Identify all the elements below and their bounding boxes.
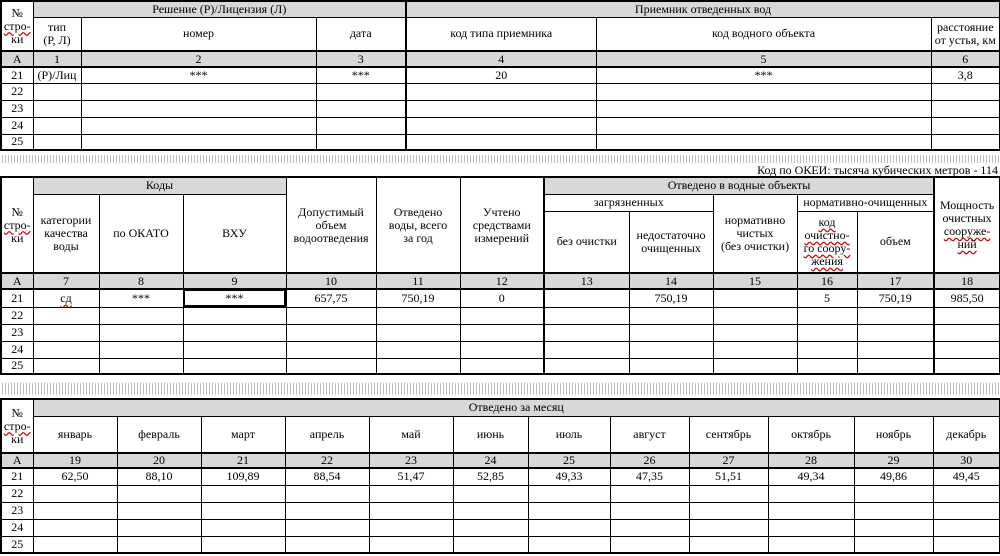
- col-num-cell: 7: [33, 273, 99, 289]
- data-cell[interactable]: [797, 341, 857, 358]
- sheet-separator: [0, 155, 1000, 163]
- data-cell[interactable]: [376, 307, 460, 324]
- data-cell[interactable]: [713, 324, 797, 341]
- col-num-cell: А: [1, 51, 33, 67]
- data-cell[interactable]: [33, 324, 99, 341]
- data-cell[interactable]: 750,19: [857, 289, 934, 307]
- table-monthly: [0, 398, 1000, 554]
- table-row: [1, 324, 1000, 341]
- group-decision-header: Решение (Р)/Лицензия (Л): [33, 1, 406, 17]
- data-cell[interactable]: [369, 485, 453, 502]
- data-cell[interactable]: [286, 341, 376, 358]
- data-cell[interactable]: [33, 307, 99, 324]
- data-cell[interactable]: [768, 485, 854, 502]
- col-num-cell: 8: [99, 273, 183, 289]
- row-number-cell: 23: [1, 324, 33, 341]
- data-cell[interactable]: [689, 536, 768, 553]
- data-cell[interactable]: [117, 485, 201, 502]
- data-cell[interactable]: [689, 502, 768, 519]
- col-num-cell: 3: [316, 51, 406, 67]
- month-header-9: сентябрь: [689, 416, 768, 453]
- table-row: [1, 134, 1000, 150]
- col-num-cell: 9: [183, 273, 286, 289]
- data-cell[interactable]: [931, 117, 1000, 134]
- table-row: [1, 117, 1000, 134]
- data-cell[interactable]: 0: [460, 289, 544, 307]
- data-cell[interactable]: [33, 134, 81, 150]
- data-cell[interactable]: [596, 100, 931, 117]
- data-cell[interactable]: [316, 83, 406, 100]
- col-type-header: тип (Р, Л): [33, 17, 81, 51]
- data-cell[interactable]: [285, 519, 369, 536]
- data-cell[interactable]: [286, 324, 376, 341]
- data-cell[interactable]: [713, 358, 797, 374]
- data-cell[interactable]: [99, 341, 183, 358]
- data-cell[interactable]: [934, 324, 1000, 341]
- data-cell[interactable]: [934, 307, 1000, 324]
- data-cell[interactable]: [857, 307, 934, 324]
- data-cell[interactable]: 5: [797, 289, 857, 307]
- data-cell[interactable]: [201, 485, 285, 502]
- data-cell[interactable]: [528, 502, 610, 519]
- data-cell[interactable]: [81, 134, 316, 150]
- data-cell[interactable]: [460, 358, 544, 374]
- data-cell[interactable]: [854, 519, 933, 536]
- col-num-cell: 10: [286, 273, 376, 289]
- data-cell[interactable]: 51,47: [369, 468, 453, 485]
- month-header-3: март: [201, 416, 285, 453]
- data-cell[interactable]: [286, 307, 376, 324]
- col-num-cell: 27: [689, 453, 768, 468]
- col-measured-header: Учтено средствами измерений: [460, 177, 544, 273]
- col-volume-header: объем: [857, 211, 934, 273]
- data-cell[interactable]: [528, 519, 610, 536]
- col-num-cell: 2: [81, 51, 316, 67]
- table-row: [1, 468, 1000, 485]
- sub-polluted-header: загрязненных: [544, 194, 713, 211]
- data-cell[interactable]: [316, 134, 406, 150]
- data-cell[interactable]: [857, 341, 934, 358]
- table-discharge: [0, 176, 1000, 375]
- data-cell[interactable]: 51,51: [689, 468, 768, 485]
- col-num-cell: 13: [544, 273, 629, 289]
- data-cell[interactable]: [99, 358, 183, 374]
- data-cell[interactable]: [285, 485, 369, 502]
- data-cell[interactable]: [183, 358, 286, 374]
- data-cell[interactable]: [544, 324, 629, 341]
- data-cell[interactable]: [285, 502, 369, 519]
- data-cell[interactable]: ***: [316, 67, 406, 83]
- col-water-object-header: код водного объекта: [596, 17, 931, 51]
- row-number-cell: 25: [1, 134, 33, 150]
- col-num-cell: 23: [369, 453, 453, 468]
- data-cell[interactable]: [33, 100, 81, 117]
- data-cell[interactable]: ***: [99, 289, 183, 307]
- data-cell[interactable]: [544, 289, 629, 307]
- data-cell[interactable]: [81, 100, 316, 117]
- col-num-cell: А: [1, 273, 33, 289]
- data-cell[interactable]: ***: [596, 67, 931, 83]
- table-row: [1, 502, 1000, 519]
- data-cell[interactable]: [931, 134, 1000, 150]
- data-cell[interactable]: [453, 519, 528, 536]
- data-cell[interactable]: [610, 485, 689, 502]
- data-cell[interactable]: [33, 83, 81, 100]
- col-okato-header: по ОКАТО: [99, 194, 183, 273]
- col-insufficient-header: недостаточно очищенных: [629, 211, 713, 273]
- data-cell[interactable]: [689, 519, 768, 536]
- col-num-cell: 15: [713, 273, 797, 289]
- data-cell[interactable]: [33, 536, 117, 553]
- table-row: [1, 100, 1000, 117]
- row-number-header: № стро- ки: [1, 399, 33, 453]
- data-cell[interactable]: 52,85: [453, 468, 528, 485]
- data-cell[interactable]: 3,8: [931, 67, 1000, 83]
- month-header-8: август: [610, 416, 689, 453]
- data-cell[interactable]: [768, 519, 854, 536]
- col-num-cell: 21: [201, 453, 285, 468]
- table-row: [1, 536, 1000, 553]
- col-num-cell: 20: [117, 453, 201, 468]
- data-cell[interactable]: [183, 324, 286, 341]
- data-cell[interactable]: [406, 134, 596, 150]
- data-cell[interactable]: [713, 307, 797, 324]
- data-cell[interactable]: 49,86: [854, 468, 933, 485]
- col-num-cell: 11: [376, 273, 460, 289]
- row-number-header: № стро- ки: [1, 177, 33, 273]
- data-cell[interactable]: [934, 358, 1000, 374]
- data-cell[interactable]: [33, 485, 117, 502]
- data-cell[interactable]: [460, 324, 544, 341]
- data-cell[interactable]: [934, 341, 1000, 358]
- row-number-cell: 23: [1, 100, 33, 117]
- data-cell[interactable]: 985,50: [934, 289, 1000, 307]
- data-cell[interactable]: [99, 307, 183, 324]
- data-cell[interactable]: [286, 358, 376, 374]
- col-num-cell: 26: [610, 453, 689, 468]
- data-cell[interactable]: 20: [406, 67, 596, 83]
- row-number-cell: 24: [1, 117, 33, 134]
- sub-normative-header: нормативно-очищенных: [797, 194, 934, 211]
- month-header-10: октябрь: [768, 416, 854, 453]
- table-row: [1, 67, 1000, 83]
- data-cell[interactable]: [453, 485, 528, 502]
- data-cell[interactable]: [854, 536, 933, 553]
- col-number-header: номер: [81, 17, 316, 51]
- row-number-cell: 21: [1, 289, 33, 307]
- data-cell[interactable]: [610, 536, 689, 553]
- data-cell[interactable]: 750,19: [376, 289, 460, 307]
- table-row: [1, 358, 1000, 374]
- col-code-facility-header: код очистно- го соору- жения: [797, 211, 857, 273]
- row-number-cell: 25: [1, 358, 33, 374]
- data-cell[interactable]: [33, 358, 99, 374]
- data-cell[interactable]: [376, 324, 460, 341]
- data-cell[interactable]: [406, 100, 596, 117]
- data-cell[interactable]: [857, 324, 934, 341]
- col-num-cell: 1: [33, 51, 81, 67]
- col-num-cell: 25: [528, 453, 610, 468]
- month-header-4: апрель: [285, 416, 369, 453]
- month-header-11: ноябрь: [854, 416, 933, 453]
- data-cell[interactable]: [183, 307, 286, 324]
- row-number-cell: 22: [1, 83, 33, 100]
- data-cell[interactable]: сд: [33, 289, 99, 307]
- col-vhu-header: ВХУ: [183, 194, 286, 273]
- sheet-separator: [0, 383, 1000, 395]
- col-num-cell: 14: [629, 273, 713, 289]
- col-num-cell: 30: [933, 453, 1000, 468]
- data-cell[interactable]: [369, 536, 453, 553]
- data-cell[interactable]: [316, 117, 406, 134]
- col-num-cell: 24: [453, 453, 528, 468]
- data-cell[interactable]: [33, 117, 81, 134]
- row-number-cell: 24: [1, 341, 33, 358]
- data-cell[interactable]: [629, 307, 713, 324]
- data-cell[interactable]: [931, 100, 1000, 117]
- month-header-12: декабрь: [933, 416, 1000, 453]
- col-receiver-type-header: код типа приемника: [406, 17, 596, 51]
- row-number-cell: 25: [1, 536, 33, 553]
- data-cell[interactable]: [99, 324, 183, 341]
- data-cell[interactable]: [460, 341, 544, 358]
- data-cell[interactable]: [528, 485, 610, 502]
- data-cell[interactable]: [406, 117, 596, 134]
- data-cell[interactable]: [183, 341, 286, 358]
- group-receiver-header: Приемник отведенных вод: [406, 1, 1000, 17]
- data-cell[interactable]: ***: [183, 289, 286, 307]
- data-cell[interactable]: [369, 519, 453, 536]
- data-cell[interactable]: [201, 502, 285, 519]
- data-cell[interactable]: 750,19: [629, 289, 713, 307]
- col-num-cell: 29: [854, 453, 933, 468]
- month-header-5: май: [369, 416, 453, 453]
- data-cell[interactable]: [460, 307, 544, 324]
- data-cell[interactable]: [117, 502, 201, 519]
- data-cell[interactable]: [629, 324, 713, 341]
- month-header-7: июль: [528, 416, 610, 453]
- data-cell[interactable]: [797, 307, 857, 324]
- data-cell[interactable]: ***: [81, 67, 316, 83]
- col-num-cell: 6: [931, 51, 1000, 67]
- data-cell[interactable]: [931, 83, 1000, 100]
- data-cell[interactable]: [713, 289, 797, 307]
- data-cell[interactable]: [596, 134, 931, 150]
- data-cell[interactable]: [857, 358, 934, 374]
- row-number-cell: 21: [1, 468, 33, 485]
- row-number-cell: 22: [1, 307, 33, 324]
- col-quality-header: категории качества воды: [33, 194, 99, 273]
- table-row: [1, 341, 1000, 358]
- col-num-cell: 22: [285, 453, 369, 468]
- row-number-cell: 24: [1, 519, 33, 536]
- data-cell[interactable]: [544, 307, 629, 324]
- data-cell[interactable]: [316, 100, 406, 117]
- data-cell[interactable]: [117, 536, 201, 553]
- data-cell[interactable]: 49,34: [768, 468, 854, 485]
- month-header-2: февраль: [117, 416, 201, 453]
- row-number-cell: 23: [1, 502, 33, 519]
- data-cell[interactable]: [201, 519, 285, 536]
- table-decision-receiver: [0, 0, 1000, 151]
- col-date-header: дата: [316, 17, 406, 51]
- data-cell[interactable]: [797, 358, 857, 374]
- data-cell[interactable]: [596, 117, 931, 134]
- data-cell[interactable]: [768, 502, 854, 519]
- col-no-clean-header: без очистки: [544, 211, 629, 273]
- col-capacity-header: Мощность очистных сооруже- ний: [934, 177, 1000, 273]
- data-cell[interactable]: 657,75: [286, 289, 376, 307]
- group-discharged-header: Отведено в водные объекты: [544, 177, 934, 194]
- data-cell[interactable]: [854, 485, 933, 502]
- col-num-cell: 16: [797, 273, 857, 289]
- data-cell[interactable]: [285, 536, 369, 553]
- data-cell[interactable]: [713, 341, 797, 358]
- row-number-header: № стро- ки: [1, 1, 33, 51]
- col-num-cell: 28: [768, 453, 854, 468]
- data-cell[interactable]: [406, 83, 596, 100]
- data-cell[interactable]: [453, 502, 528, 519]
- col-norm-clean-header: нормативно чистых (без очистки): [713, 194, 797, 273]
- col-num-cell: 5: [596, 51, 931, 67]
- col-num-cell: 18: [934, 273, 1000, 289]
- data-cell[interactable]: [453, 536, 528, 553]
- data-cell[interactable]: 109,89: [201, 468, 285, 485]
- data-cell[interactable]: (Р)/Лиц: [33, 67, 81, 83]
- data-cell[interactable]: [33, 502, 117, 519]
- table-row: [1, 83, 1000, 100]
- data-cell[interactable]: [933, 485, 1000, 502]
- table-row: [1, 519, 1000, 536]
- col-num-cell: 19: [33, 453, 117, 468]
- data-cell[interactable]: [854, 502, 933, 519]
- data-cell[interactable]: [629, 341, 713, 358]
- col-total-header: Отведено воды, всего за год: [376, 177, 460, 273]
- data-cell[interactable]: 88,10: [117, 468, 201, 485]
- col-num-cell: 17: [857, 273, 934, 289]
- data-cell[interactable]: [81, 83, 316, 100]
- data-cell[interactable]: [33, 341, 99, 358]
- data-cell[interactable]: [544, 358, 629, 374]
- data-cell[interactable]: [33, 519, 117, 536]
- data-cell[interactable]: [629, 358, 713, 374]
- col-num-cell: А: [1, 453, 33, 468]
- data-cell[interactable]: 62,50: [33, 468, 117, 485]
- data-cell[interactable]: [376, 358, 460, 374]
- data-cell[interactable]: [544, 341, 629, 358]
- data-cell[interactable]: [933, 502, 1000, 519]
- month-header-1: январь: [33, 416, 117, 453]
- data-cell[interactable]: [933, 536, 1000, 553]
- data-cell[interactable]: [201, 536, 285, 553]
- data-cell[interactable]: [689, 485, 768, 502]
- row-number-cell: 22: [1, 485, 33, 502]
- data-cell[interactable]: [797, 324, 857, 341]
- data-cell[interactable]: [610, 502, 689, 519]
- data-cell[interactable]: 49,33: [528, 468, 610, 485]
- col-distance-header: расстояние от устья, км: [931, 17, 1000, 51]
- row-number-cell: 21: [1, 67, 33, 83]
- table-row: [1, 307, 1000, 324]
- data-cell[interactable]: [596, 83, 931, 100]
- data-cell[interactable]: [117, 519, 201, 536]
- data-cell[interactable]: [933, 519, 1000, 536]
- data-cell[interactable]: [768, 536, 854, 553]
- col-num-cell: 4: [406, 51, 596, 67]
- data-cell[interactable]: [528, 536, 610, 553]
- data-cell[interactable]: [369, 502, 453, 519]
- col-num-cell: 12: [460, 273, 544, 289]
- month-header-6: июнь: [453, 416, 528, 453]
- data-cell[interactable]: 49,45: [933, 468, 1000, 485]
- data-cell[interactable]: 47,35: [610, 468, 689, 485]
- table-row: [1, 485, 1000, 502]
- data-cell[interactable]: [376, 341, 460, 358]
- group-month-header: Отведено за месяц: [33, 399, 1000, 416]
- data-cell[interactable]: [81, 117, 316, 134]
- col-allowed-header: Допустимый объем водоотведения: [286, 177, 376, 273]
- table-row: [1, 289, 1000, 307]
- data-cell[interactable]: 88,54: [285, 468, 369, 485]
- okei-unit-label: Код по ОКЕИ: тысяча кубических метров - 114: [757, 163, 998, 177]
- data-cell[interactable]: [610, 519, 689, 536]
- group-codes-header: Коды: [33, 177, 286, 194]
